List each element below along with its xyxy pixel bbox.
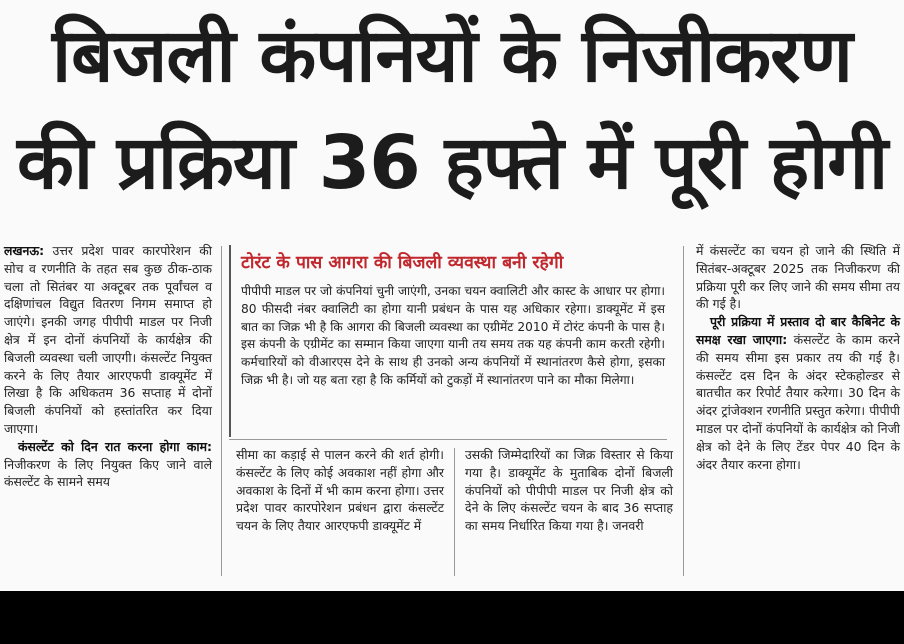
column-divider [454,448,455,576]
column-1 [4,242,212,491]
column-4-text-2: कंसल्टेंट के काम करने की समय सीमा इस प्रकार तय की गई है। कंसल्टेंट दस दिन के अंदर स्टेकहोल्डर से बातचीत कर रिपोर्ट तैयार करेगा। 30 दिन के अंदर ट्रांजेक्शन रणनीति प्रस्तुत करेगा। पीपीपी माडल पर दोनों कंपनियों के कार्यक्षेत्र को निजी क्षेत्र को देने के लिए टेंडर पेपर 40 दिन के अंदर तैयार करना होगा। [696,331,900,472]
column-4-para-1: में कंसल्टेंट का चयन हो जाने की स्थिति में सितंबर-अक्टूबर 2025 तक निजीकरण की प्रक्रिया पूरी कर लिए जाने की समय सीमा तय की गई है। [696,243,900,312]
headline-line-1: बिजली कंपनियों के निजीकरण [52,13,852,99]
column-3 [465,446,673,535]
subhead-consultant: कंसल्टेंट को दिन रात करना होगा काम: [18,438,212,454]
column-divider [221,246,222,576]
column-3-text: उसकी जिम्मेदारियों का जिक्र विस्तार से किया गया है। डाक्यूमेंट के मुताबिक दोनों बिजली कंपनियों को पीपीपी माडल पर निजी क्षेत्र को देने के लिए कंसल्टेंट चयन के बाद 36 सप्ताह का समय निर्धारित किया गया है। जनवरी [465,447,673,534]
boxed-story [229,245,669,437]
subhead-cabinet: पूरी प्रक्रिया में प्रस्ताव दो बार कैबिनेट के समक्ष रखा जाएगा: [696,314,900,347]
headline-line-2: की प्रक्रिया 36 हफ्ते में पूरी होगी [17,120,888,206]
column-divider [683,246,684,576]
column-4 [696,242,900,473]
boxed-story-body: पीपीपी माडल पर जो कंपनियां चुनी जाएंगी, उनका चयन क्वालिटी और कास्ट के आधार पर होगा। 80 फीसदी नंबर क्वालिटी का होगा यानी प्रबंधन के पास यह अधिकार रहेगा। डाक्यूमेंट में इस बात का जिक्र भी है कि आगरा की बिजली व्यवस्था का एग्रीमेंट 2010 में टोरंट कंपनी के पास है। इस कंपनी के एग्रीमेंट का सम्मान किया जाएगा यानी तय समय तक यह कंपनी काम करती रहेगी। कर्मचारियों को वीआरएस देने के साथ ही उनको अन्य कंपनियों में स्थानांतरण कैसे होगा, इसका जिक्र भी है। जो यह बता रहा है कि कर्मियों को टुकड़ों में स्थानांतरण पाने का मौका मिलेगा। [241,284,665,387]
dateline: लखनऊ: [4,243,45,258]
column-1-para-2 [4,438,212,491]
column-2-text: सीमा का कड़ाई से पालन करने की शर्त होगी। कंसल्टेंट के लिए कोई अवकाश नहीं होगा और अवकाश के दिनों में भी काम करना होगा। उत्तर प्रदेश पावर कारपोरेशन प्रबंधन द्वारा कंसल्टेंट चयन के लिए तैयार आरएफपी डाक्यूमेंट में [236,447,444,534]
column-2 [236,446,444,535]
boxed-story-title: टोरंट के पास आगरा की बिजली व्यवस्था बनी रहेगी [241,253,564,273]
column-1-text-1: उत्तर प्रदेश पावर कारपोरेशन की सोच व रणनीति के तहत सब कुछ ठीक-ठाक चला तो सितंबर या अक्टूबर तक पूर्वांचल व दक्षिणांचल विद्युत वितरण निगम समाप्त हो जाएंगे। इनकी जगह पीपीपी माडल पर निजी क्षेत्र में इन दोनों कंपनियों के कार्यक्षेत्र की बिजली व्यवस्था चली जाएगी। कंसल्टेंट नियुक्त करने के लिए तैयार आरएफपी डाक्यूमेंट में लिखा है कि अधिकतम 36 सप्ताह में दोनों बिजली कंपनियों को हस्तांतरित कर दिया जाएगा। [4,243,212,436]
box-bottom-rule [229,439,667,440]
column-1-para-1 [4,242,212,438]
column-4-para-2 [696,313,900,473]
column-1-text-2: निजीकरण के लिए नियुक्त किए जाने वाले कंसल्टेंट के सामने समय [4,456,212,490]
